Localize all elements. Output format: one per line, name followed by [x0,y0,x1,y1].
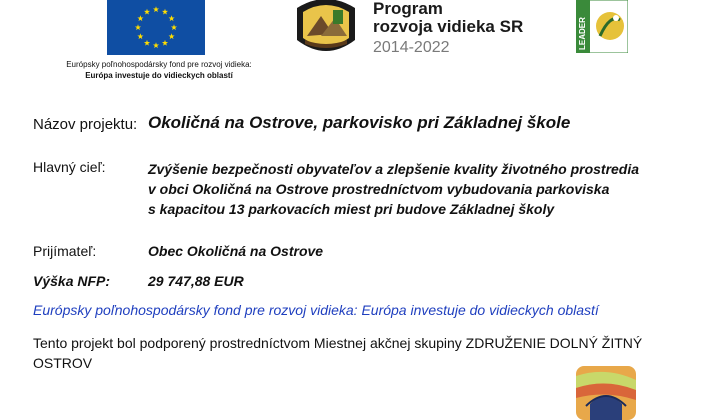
prv-title-line2: rozvoja vidieka SR [373,17,524,36]
project-name-label: Názov projektu: [33,116,138,133]
recipient-label: Prijímateľ: [33,243,97,259]
leader-logo [576,0,628,53]
prv-title [373,0,523,59]
eu-flag-logo [107,0,205,55]
eu-fund-caption [34,59,284,81]
prv-title-line1: Program [373,0,443,18]
main-goal-line: v obci Okoličná na Ostrove prostredníctvom vybudovania parkoviska [148,181,610,197]
main-goal-line: s kapacitou 13 parkovacích miest pri budove Základnej školy [148,201,555,217]
mas-logo [576,366,636,420]
main-goal-label: Hlavný cieľ: [33,159,106,175]
recipient-value: Obec Okoličná na Ostrove [148,243,324,259]
eu-caption-line1: Európsky poľnohospodársky fond pre rozvoj vidieka: [66,60,252,69]
project-name-value: Okoličná na Ostrove, parkovisko pri Základnej škole [148,113,571,132]
support-statement: Tento projekt bol podporený prostredníctvom Miestnej akčnej skupiny ZDRUŽENIE DOLNÝ ŽITNÝ OSTROV [33,335,643,371]
main-goal-text [148,159,639,219]
eafrd-statement: Európsky poľnohospodársky fond pre rozvoj vidieka: Európa investuje do vidieckych oblastí [33,302,599,318]
prv-years: 2014-2022 [373,39,450,56]
nfp-label: Výška NFP: [33,273,111,289]
nfp-value: 29 747,88 EUR [148,273,244,289]
main-goal-line: Zvýšenie bezpečnosti obyvateľov a zlepšenie kvality životného prostredia [148,161,640,177]
leader-logo-text: LEADER [578,17,587,50]
prv-emblem-logo [295,0,357,55]
eu-caption-line2: Európa investuje do vidieckych oblastí [85,71,233,80]
